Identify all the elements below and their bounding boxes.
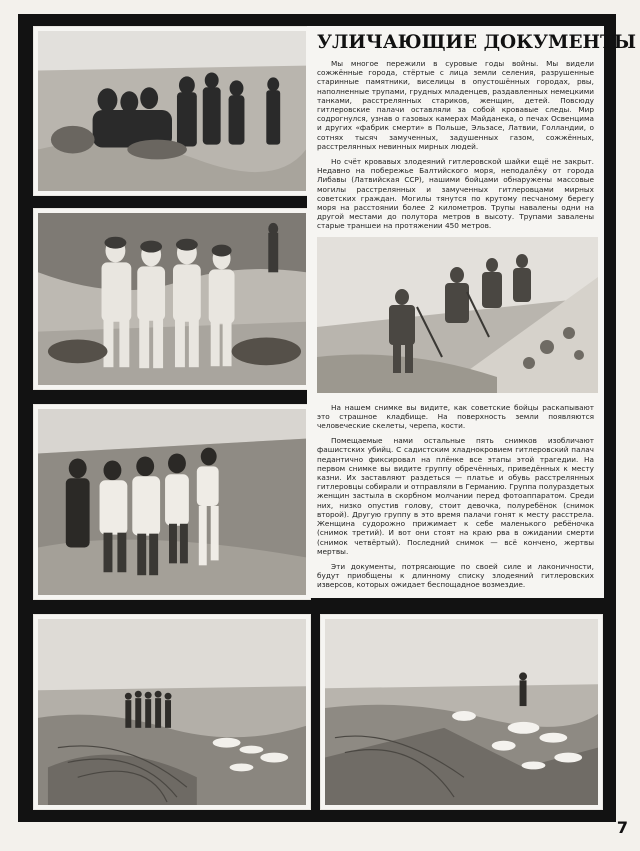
article-title: УЛИЧАЮЩИЕ ДОКУМЕНТЫ xyxy=(317,32,637,53)
photo-3-group-herded xyxy=(33,404,311,600)
page-number: 7 xyxy=(616,818,628,837)
article-paragraph-5: Эти документы, потрясающие по своей силе и лаконичности, будут приобщены к длинному списку злодеяний гитлеровских изверсов, которых ожидает беспощадное возмездие. xyxy=(317,561,594,590)
photo-1-group-seated xyxy=(33,26,311,196)
article-paragraph-4: Помещаемые нами остальные пять снимков изобличают фашистских убийц. С садистским хладнокровием гитлеровский палач педантично фиксировал на плёнке все этапы этой трагедии. На первом снимке вы видите группу обречённых, приведённых к месту казни. Их заставляют раздеться — платье и обувь расстрелянных гитлеровцы собирали и отправляли в Германию. Группа полураздетых женщин застыла в скорбном молчании перед фотоаппаратом. Среди них, низко опустив голову, стоит девочка, полуребёнок (снимок второй). Другую группу в это время палачи гонят к месту расстрела. Женщина судорожно прижимает к себе маленького ребёночка (снимок третий). И вот они стоят на краю рва в ожидании смерти (снимок четвёртый). Последний снимок — всё кончено, жертвы мертвы. xyxy=(317,436,594,556)
article-paragraph-3: На нашем снимке вы видите, как советские бойцы раскапывают это страшное кладбище. На поверхность земли появляются человеческие скелеты, черепа, кости. xyxy=(317,402,594,431)
page-frame xyxy=(18,14,637,822)
article-paragraph-1: Мы многое пережили в суровые годы войны. Мы видели сожжённые города, стёртые с лица земли селения, разрушенные старинные памятники, виселицы в опустошённых городах, рвы, наполненные трупами, грудных младенцев, раздавленных немецкими танками, расстрелянных стариков, женщин, детей. Повсюду гитлеровские палачи оставляли за собой кровавые следы. Мир содрогнулся, узнав о газовых камерах Майданека, о печах Освенцима и других «фабрик смерти» в Польше, Эльзасе, Латвии, Голландии, о сотнях тысяч замученных, задушенных газом, сожжённых, расстрелянных невинных мирных людей. xyxy=(317,59,594,151)
photo-2-women-standing xyxy=(33,208,311,390)
photo-soldiers-excavating xyxy=(317,237,598,393)
article-column xyxy=(307,26,637,598)
photo-4-edge-of-ditch xyxy=(33,614,311,810)
article-paragraph-2: Но счёт кровавых злодеяний гитлеровской шайки ещё не закрыт. Недавно на побережье Балтийского моря, неподалёку от города Либавы (Латвийская ССР), нашими бойцами обнаружены массовые могилы расстрелянных и замученных гитлеровцами мирных советских граждан. Могилы тянутся по крутому песчаному берегу моря на расстоянии более 2 километров. Трупы навалены одни на другой местами до полутора метров в высоту. Трупами завалены старые траншеи на протяжении 450 метров. xyxy=(317,157,594,231)
photo-5-aftermath xyxy=(320,614,603,810)
